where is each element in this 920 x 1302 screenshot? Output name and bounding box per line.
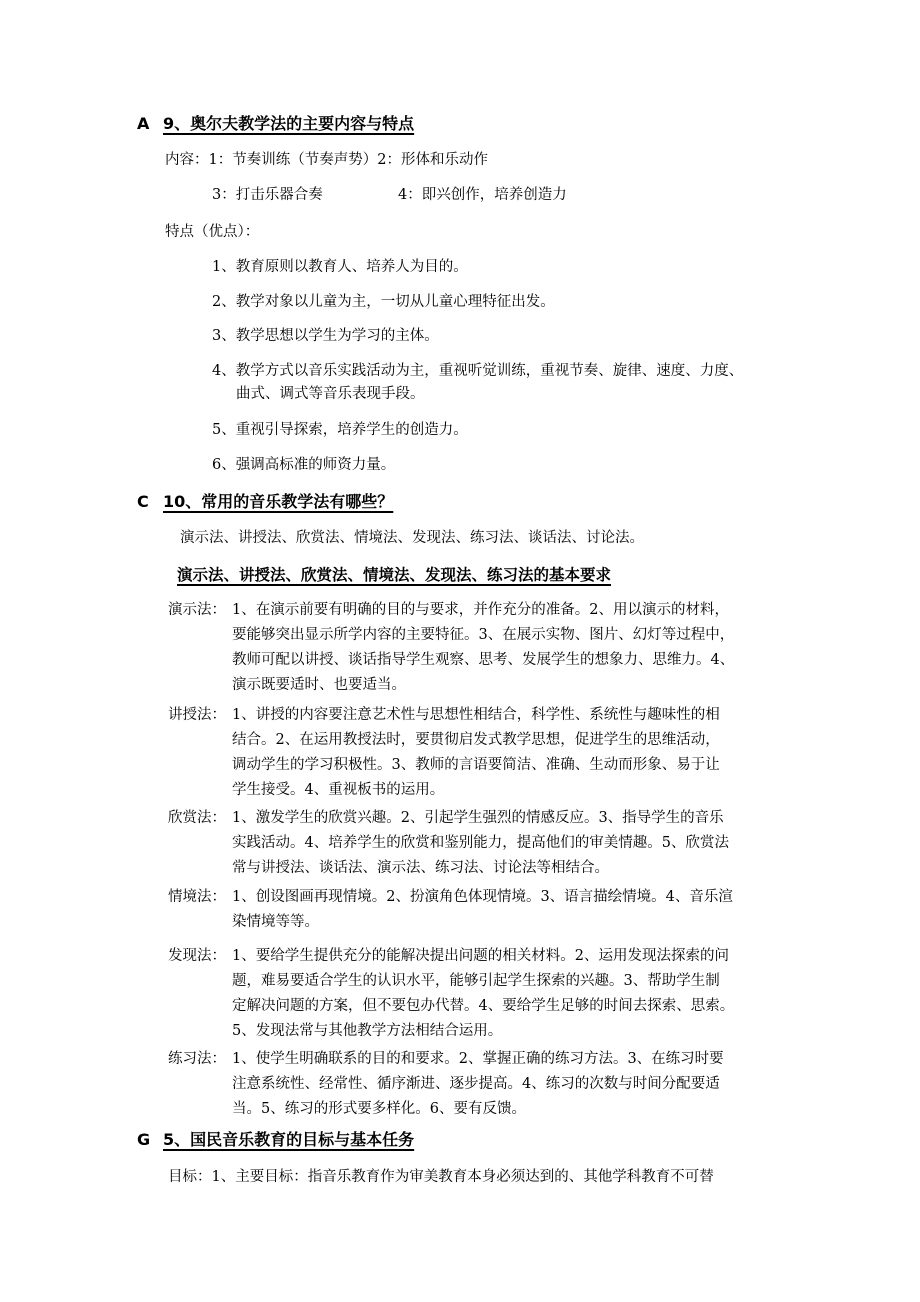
method-label: 演示法： (168, 602, 226, 618)
goal-line: 目标：1、主要目标：指音乐教育作为审美教育本身必须达到的、其他学科教育不可替 (168, 1169, 714, 1185)
method-text: 1、激发学生的欣赏兴趣。2、引起学生强烈的情感反应。3、指导学生的音乐 实践活动。4、培养学生的欣赏和鉴别能力，提高他们的审美情趣。5、欣赏法 常与讲授法、谈话法、演示法、练习法、讨论法等相结合。 (232, 810, 729, 876)
method-label: 讲授法： (168, 707, 226, 723)
content-line: 内容：1：节奏训练（节奏声势）2：形体和乐动作 (165, 152, 488, 168)
section-title: 10、常用的音乐教学法有哪些？ (163, 492, 394, 511)
feature-item: 3、教学思想以学生为学习的主体。 (212, 328, 439, 344)
section-c-heading (137, 492, 393, 512)
content-line: 4：即兴创作，培养创造力 (398, 187, 567, 203)
method-label: 情境法： (168, 889, 226, 905)
feature-item: 4、教学方式以音乐实践活动为主，重视听觉训练，重视节奏、旋律、速度、力度、 (212, 363, 744, 379)
content-line: 3：打击乐器合奏 (212, 187, 323, 203)
feature-item: 5、重视引导探索，培养学生的创造力。 (212, 422, 468, 438)
feature-item: 6、强调高标准的师资力量。 (212, 457, 396, 473)
feature-item: 2、教学对象以儿童为主，一切从儿童心理特征出发。 (212, 294, 555, 310)
section-title: 9、奥尔夫教学法的主要内容与特点 (163, 114, 415, 133)
method-label: 欣赏法： (168, 810, 226, 826)
section-letter: A (137, 114, 150, 133)
answer-line: 演示法、讲授法、欣赏法、情境法、发现法、练习法、谈话法、讨论法。 (180, 530, 644, 546)
section-letter: C (137, 492, 149, 511)
method-text: 1、要给学生提供充分的能解决提出问题的相关材料。2、运用发现法探索的问 题，难易要适合学生的认识水平，能够引起学生探索的兴趣。3、帮助学生制 定解决问题的方案，但不要包办代替。4、要给学生足够的时间去探索、思索。 5、发现法常与其他教学方法相结合运用。 (232, 948, 735, 1039)
section-title: 5、国民音乐教育的目标与基本任务 (163, 1130, 415, 1149)
feature-item: 1、教育原则以教育人、培养人为目的。 (212, 259, 468, 275)
subheading: 演示法、讲授法、欣赏法、情境法、发现法、练习法的基本要求 (177, 566, 612, 584)
method-text: 1、使学生明确联系的目的和要求。2、掌握正确的练习方法。3、在练习时要 注意系统性、经常性、循序渐进、逐步提高。4、练习的次数与时间分配要适 当。5、练习的形式要多样化。6、要有反馈。 (232, 1051, 724, 1117)
section-letter: G (137, 1130, 151, 1149)
feature-item-continued: 曲式、调式等音乐表现手段。 (236, 386, 425, 402)
method-text: 1、创设图画再现情境。2、扮演角色体现情境。3、语言描绘情境。4、音乐渲 染情境等等。 (232, 889, 733, 930)
features-label: 特点（优点）： (165, 224, 260, 240)
method-text: 1、在演示前要有明确的目的与要求，并作充分的准备。2、用以演示的材料， 要能够突出显示所学内容的主要特征。3、在展示实物、图片、幻灯等过程中， 教师可配以讲授、谈话指导学生观察、思考、发展学生的想象力、思维力。4、 演示既要适时、也要适当。 (232, 602, 735, 693)
section-g-heading (137, 1130, 414, 1150)
method-label: 发现法： (168, 948, 226, 964)
method-text: 1、讲授的内容要注意艺术性与思想性相结合，科学性、系统性与趣味性的相 结合。2、在运用教授法时，要贯彻启发式教学思想，促进学生的思维活动， 调动学生的学习积极性。3、教师的言语要简洁、准确、生动而形象、易于让 学生接受。4、重视板书的运用。 (232, 707, 720, 798)
section-a-heading (137, 114, 414, 134)
method-label: 练习法： (168, 1051, 226, 1067)
